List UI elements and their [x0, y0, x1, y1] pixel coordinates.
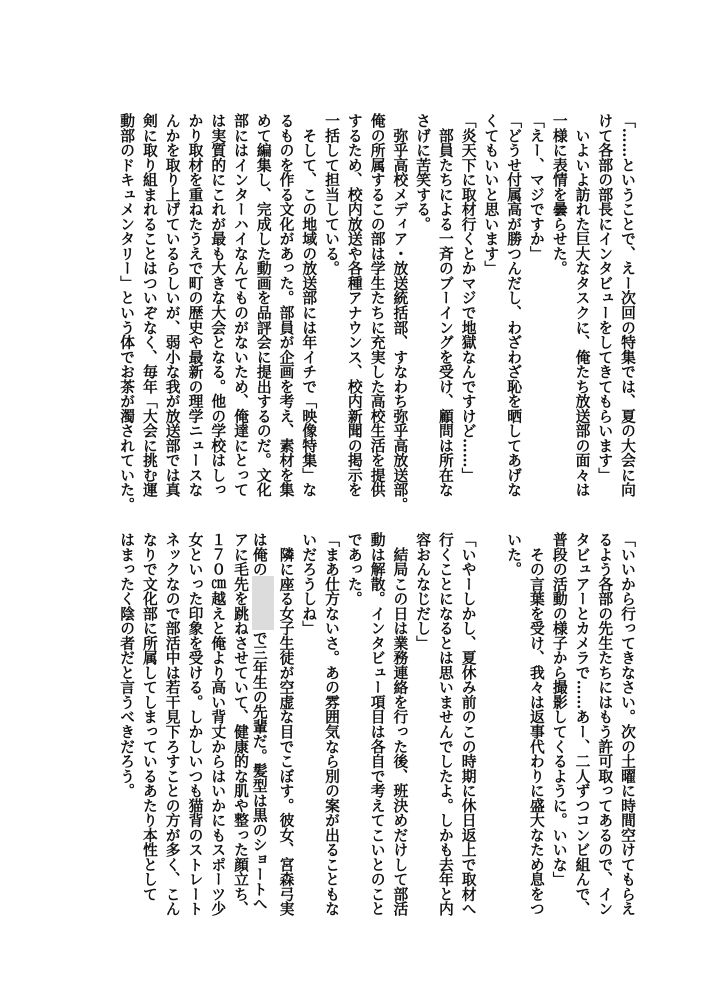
text-line: その言葉を受け、我々は返事代わりに盛大なため息をつ	[527, 532, 545, 917]
text-line: いだろうしね」	[300, 532, 318, 636]
text-line: くてもいいと思います」	[482, 113, 500, 276]
text-line: いた。	[505, 532, 523, 577]
text-line: んかを取り上げているらしいが、弱小な我が放送部では真	[163, 113, 181, 498]
text-line-redacted	[251, 532, 274, 916]
text-line: アに毛先を跳ねさせていて、健康的な肌や整った顔立ち、	[231, 532, 249, 917]
text-line: 容おんなじだし」	[414, 532, 432, 651]
text-line: １７０㎝越えと俺より高い背丈からはいかにもスポーツ少	[209, 532, 227, 917]
text-line: なりで文化部に所属してしまっているあたり本性として	[140, 532, 158, 902]
text-line: 「まあ仕方ないさ。あの雰囲気なら別の案が出ることもな	[323, 532, 341, 917]
text-line: するため、校内放送や各種アナウンス、校内新聞の掲示を	[345, 113, 363, 498]
text-line: 動は解散。インタビュー項目は各自で考えてこいとのこと	[368, 532, 386, 917]
text-line: 「えー、マジですか」	[527, 113, 545, 261]
text-line: 弥乎高校メディア・放送統括部、すなわち弥乎高放送部。	[391, 113, 409, 512]
text-line: いよいよ訪れた巨大なタスクに、俺たち放送部の面々は	[573, 113, 591, 498]
text-line: 「いいから行ってきなさい。次の土曜に時間空けてもらえ	[619, 532, 636, 917]
text-line: けて各部の部長にインタビューをしてきてもらいます」	[596, 113, 614, 483]
text-line: 結局この日は業務連絡を行った後、班決めだけして部活	[391, 532, 409, 917]
text-line: 「どうせ付属高が勝つんだし、わざわざ恥を晒してあげな	[505, 113, 523, 498]
text-line: 動部のドキュメンタリー」という体でお茶が濁されていた。	[118, 113, 136, 512]
text-line: 普段の活動の様子から撮影してくるように。いいな」	[550, 532, 568, 887]
text-line: 行くことになるとは思いませんでしたよ。しかも去年と内	[436, 532, 454, 917]
text-line: 部員たちによる一斉のブーイングを受け、顧問は所在な	[436, 113, 454, 498]
text-block-top	[114, 113, 638, 512]
text-line: であった。	[345, 532, 363, 606]
text-line: 「いやーしかし、夏休み前のこの時期に休日返上で取材へ	[459, 532, 477, 917]
text-line: るよう各部の先生たちにはもう許可取ってあるので、イン	[596, 532, 614, 917]
text-line: そして、この地域の放送部には年イチで「映像特集」な	[300, 113, 318, 498]
text-line: 一様に表情を曇らせた。	[550, 113, 568, 276]
text-line: タビュアーとカメラで……あー、二人ずつコンビ組んで、	[573, 532, 591, 917]
redaction-box	[252, 576, 274, 630]
text-line: 剣に取り組まれることはついぞなく、毎年「大会に挑む運	[140, 113, 158, 498]
text-line: 俺の所属するこの部は学生たちに充実した高校生活を提供	[368, 113, 386, 498]
text-line: 「炎天下に取材行くとかマジで地獄なんですけど……」	[459, 113, 477, 483]
text-line: るものを作る文化があった。部員が企画を考え、素材を集	[277, 113, 295, 498]
text-line: 「……ということで、えー次回の特集では、夏の大会に向	[619, 113, 636, 498]
text-line: 隣に座る女子生徒が空虚な目でこぼす。彼女、宮森弓実	[277, 532, 295, 917]
text-after-redaction: で三年生の先輩だ。髪型は黒のショートへ	[250, 630, 268, 911]
text-line: さげに苦笑する。	[414, 113, 432, 232]
text-line: 一括して担当している。	[323, 113, 341, 276]
text-line: は実質的にこれが最も大きな大会となる。他の学校はしっ	[209, 113, 227, 498]
text-block-bottom	[114, 532, 638, 916]
text-before-redaction: は俺の	[250, 532, 268, 577]
text-line: めて編集し、完成した動画を品評会に提出するのだ。文化	[254, 113, 272, 498]
text-line: 女といった印象を受ける。しかしいつも猫背のストレート	[186, 532, 204, 917]
text-line: ネックなので部活中は若干見下ろすことの方が多く、こん	[163, 532, 181, 917]
text-line: 部にはインターハイなんてものがないため、俺達にとって	[231, 113, 249, 498]
text-line: かり取材を重ねたうえで町の歴史や最新の理学ニュースな	[186, 113, 204, 498]
text-line: はまったく陰の者だと言うべきだろう。	[118, 532, 136, 798]
blank-line	[479, 532, 502, 916]
